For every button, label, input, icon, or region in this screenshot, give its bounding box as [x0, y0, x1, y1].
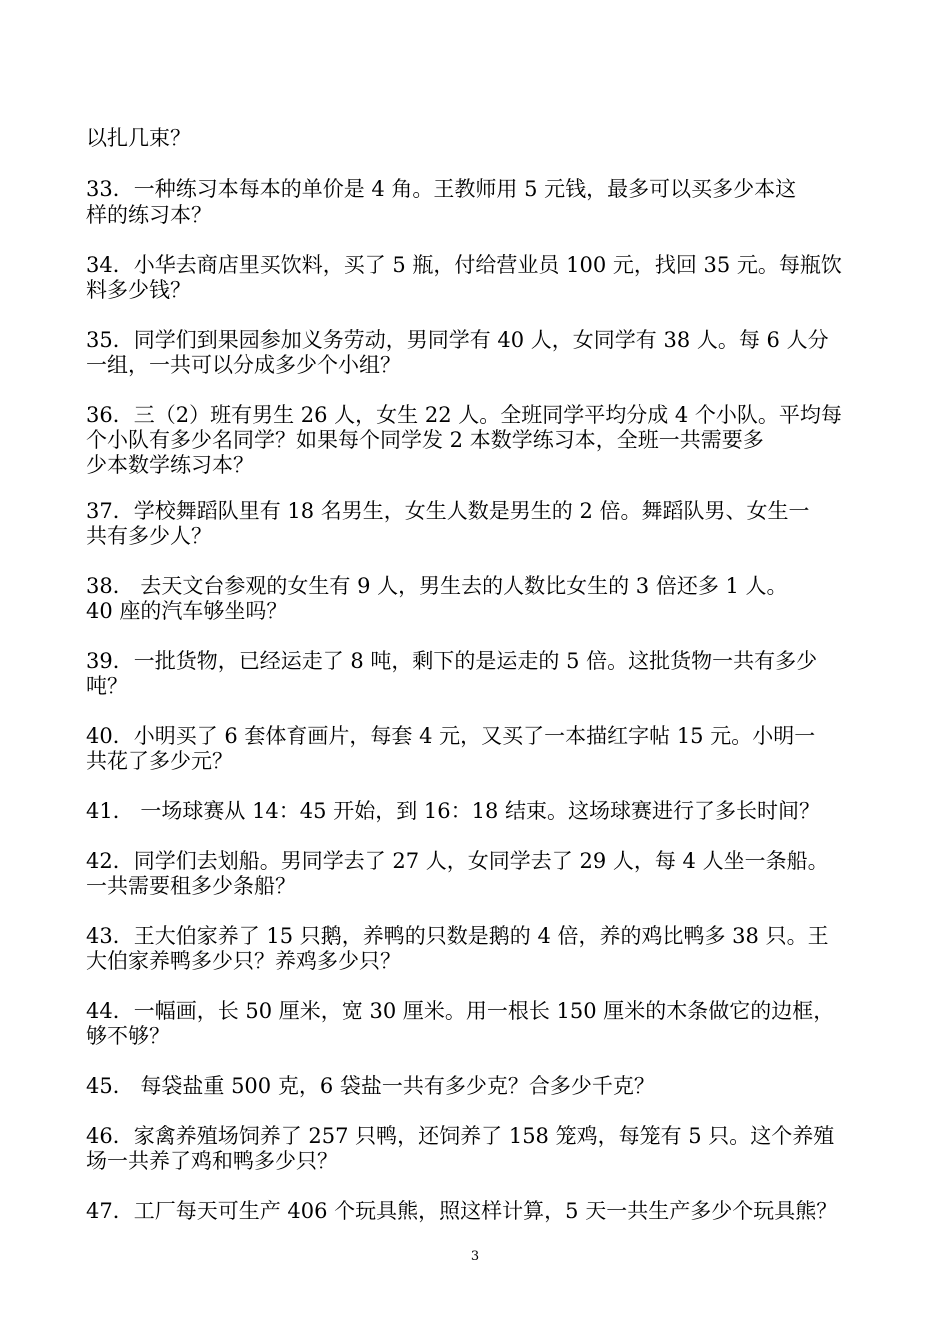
- question-36-line-3: 少本数学练习本？: [86, 453, 254, 477]
- question-39-line-1: 39．一批货物，已经运走了 8 吨，剩下的是运走的 5 倍。这批货物一共有多少: [86, 649, 818, 673]
- question-41-line-1: 41． 一场球赛从 14：45 开始，到 16：18 结束。这场球赛进行了多长时间？: [86, 799, 820, 823]
- page-number: 3: [470, 1249, 480, 1264]
- question-42-line-1: 42．同学们去划船。男同学去了 27 人，女同学去了 29 人，每 4 人坐一条船。: [86, 849, 829, 873]
- question-38-line-2: 40 座的汽车够坐吗？: [86, 599, 288, 623]
- question-40-line-1: 40．小明买了 6 套体育画片，每套 4 元，又买了一本描红字帖 15 元。小明一: [86, 724, 816, 748]
- question-38-line-1: 38． 去天文台参观的女生有 9 人，男生去的人数比女生的 3 倍还多 1 人。: [86, 574, 788, 598]
- question-34-line-2: 料多少钱？: [86, 278, 191, 302]
- question-45-line-1: 45． 每袋盐重 500 克，6 袋盐一共有多少克？合多少千克？: [86, 1074, 655, 1098]
- question-44-line-1: 44．一幅画，长 50 厘米，宽 30 厘米。用一根长 150 厘米的木条做它的边框，: [86, 999, 835, 1023]
- question-35-line-2: 一组，一共可以分成多少个小组？: [86, 353, 401, 377]
- question-32-continuation-line: 以扎几束？: [86, 126, 191, 150]
- question-37-line-2: 共有多少人？: [86, 524, 212, 548]
- question-40-line-2: 共花了多少元？: [86, 749, 233, 773]
- question-47-line-1: 47．工厂每天可生产 406 个玩具熊，照这样计算，5 天一共生产多少个玩具熊？: [86, 1199, 838, 1223]
- question-39-line-2: 吨？: [86, 674, 128, 698]
- question-37-line-1: 37．学校舞蹈队里有 18 名男生，女生人数是男生的 2 倍。舞蹈队男、女生一: [86, 499, 810, 523]
- question-46-line-2: 场一共养了鸡和鸭多少只？: [86, 1149, 338, 1173]
- question-36-line-1: 36．三（2）班有男生 26 人，女生 22 人。全班同学平均分成 4 个小队。平均每: [86, 403, 842, 427]
- question-34-line-1: 34．小华去商店里买饮料，买了 5 瓶，付给营业员 100 元，找回 35 元。每瓶饮: [86, 253, 842, 277]
- question-44-line-2: 够不够？: [86, 1024, 170, 1048]
- question-43-line-1: 43．王大伯家养了 15 只鹅，养鸭的只数是鹅的 4 倍，养的鸡比鸭多 38 只。王: [86, 924, 829, 948]
- question-46-line-1: 46．家禽养殖场饲养了 257 只鸭，还饲养了 158 笼鸡，每笼有 5 只。这个养殖: [86, 1124, 835, 1148]
- question-33-line-2: 样的练习本？: [86, 203, 212, 227]
- question-35-line-1: 35．同学们到果园参加义务劳动，男同学有 40 人，女同学有 38 人。每 6 人分: [86, 328, 829, 352]
- question-36-line-2: 个小队有多少名同学？如果每个同学发 2 本数学练习本，全班一共需要多: [86, 428, 764, 452]
- question-42-line-2: 一共需要租多少条船？: [86, 874, 296, 898]
- question-33-line-1: 33．一种练习本每本的单价是 4 角。王教师用 5 元钱，最多可以买多少本这: [86, 177, 797, 201]
- question-43-line-2: 大伯家养鸭多少只？养鸡多少只？: [86, 949, 401, 973]
